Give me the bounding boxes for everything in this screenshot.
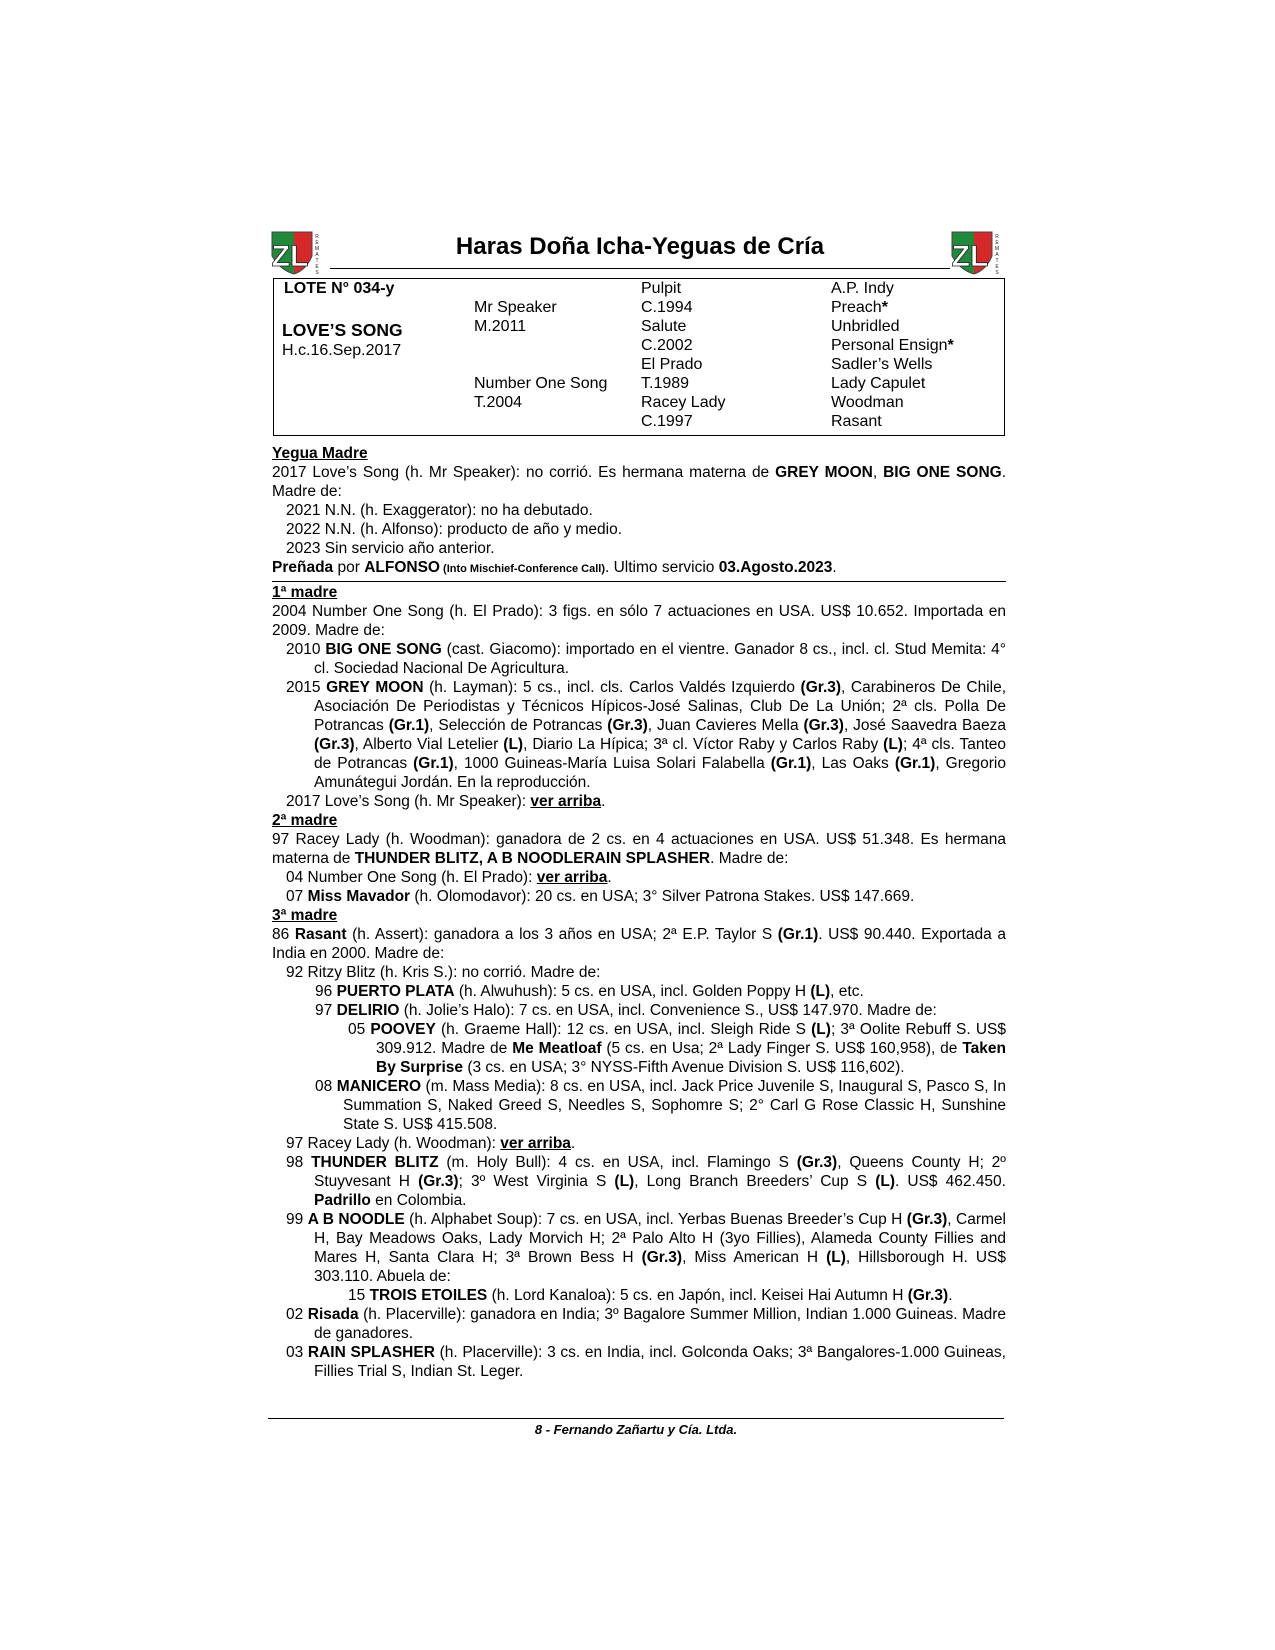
paragraph: 86 Rasant (h. Assert): ganadora a los 3 años en USA; 2ª E.P. Taylor S (Gr.1). US$ 90.440. Exportada a India en 2000. Madre de: — [272, 926, 1006, 962]
svg-text:A: A — [315, 252, 319, 258]
paragraph: 97 Racey Lady (h. Woodman): ganadora de 2 cs. en 4 actuaciones en USA. US$ 51.348. Es hermana materna de THUNDER BLITZ, A B NOODLERAIN SPLASHER. Madre de: — [272, 831, 1006, 867]
footer-rule — [268, 1418, 1004, 1419]
page-title: Haras Doña Icha-Yeguas de Cría — [455, 233, 825, 260]
offspring-entry: 97 Racey Lady (h. Woodman): ver arriba. — [286, 1135, 576, 1152]
section-heading: 3ª madre — [272, 907, 338, 924]
grandparent-info: T.1989 — [641, 375, 690, 392]
grandparent-name: Pulpit — [641, 280, 682, 297]
offspring-entry: 2010 BIG ONE SONG (cast. Giacomo): importado en el vientre. Ganador 8 cs., incl. cl. Stud Memita: 4° cl. Sociedad Nacional De Agricultura. — [286, 641, 1006, 677]
offspring-entry: 08 MANICERO (m. Mass Media): 8 cs. en USA, incl. Jack Price Juvenile S, Inaugural S, Pasco S, In Summation S, Naked Greed S, Needles S, Sophomre S; 2° Carl G Rose Classic H, Sunshine State S. US$ 415.508. — [315, 1078, 1006, 1133]
svg-text:A: A — [995, 252, 999, 258]
svg-text:S: S — [315, 270, 319, 276]
sire-info: M.2011 — [474, 318, 527, 335]
svg-text:ZL: ZL — [271, 240, 309, 273]
offspring-entry: 2015 GREY MOON (h. Layman): 5 cs., incl. cls. Carlos Valdés Izquierdo (Gr.3), Carabineros De Chile, Asociación De Periodistas y Técnicos Hípicos-José Salinas, Club De La Unión; 2ª cls. Polla De Potrancas (Gr.1), Selección de Potrancas (Gr.3), Juan Cavieres Mella (Gr.3), José Saavedra Baeza (Gr.3), Alberto Vial Letelier (L), Diario La Hípica; 3ª cl. Víctor Raby y Carlos Raby (L); 4ª cls. Tanteo de Potrancas (Gr.1), 1000 Guineas-María Luisa Solari Falabella (Gr.1), Las Oaks (Gr.1), Gregorio Amunátegui Jordán. En la reproducción. — [286, 679, 1006, 791]
great-grandparent: Woodman — [831, 394, 904, 411]
offspring-entry: 2022 N.N. (h. Alfonso): producto de año y medio. — [286, 521, 623, 538]
pedigree-table — [273, 278, 1005, 436]
svg-text:E: E — [315, 240, 319, 246]
see-above-link: ver arriba — [530, 793, 602, 810]
svg-text:E: E — [315, 264, 319, 270]
grandparent-info: C.1997 — [641, 413, 693, 430]
offspring-entry: 05 POOVEY (h. Graeme Hall): 12 cs. en USA, incl. Sleigh Ride S (L); 3ª Oolite Rebuff S. US$ 309.912. Madre de Me Meatloaf (5 cs. en Usa; 2ª Lady Finger S. US$ 160,958), de Taken By Surprise (3 cs. en USA; 3° NYSS-Fifth Avenue Division S. US$ 116,602). — [348, 1021, 1006, 1076]
offspring-entry: 04 Number One Song (h. El Prado): ver arriba. — [286, 869, 612, 886]
page-footer: 8 - Fernando Zañartu y Cía. Ltda. — [534, 1422, 738, 1437]
grandparent-name: Racey Lady — [641, 394, 726, 411]
offspring-entry: 02 Risada (h. Placerville): ganadora en India; 3º Bagalore Summer Million, Indian 1.000 Guineas. Madre de ganadores. — [286, 1306, 1006, 1342]
zl-remates-logo — [948, 226, 1004, 276]
svg-text:M: M — [994, 246, 1000, 252]
offspring-entry: 98 THUNDER BLITZ (m. Holy Bull): 4 cs. en USA, incl. Flamingo S (Gr.3), Queens County H; 2º Stuyvesant H (Gr.3); 3º West Virginia S (L), Long Branch Breeders’ Cup S (L). US$ 462.450. Padrillo en Colombia. — [286, 1154, 1006, 1209]
grandparent-name: Salute — [641, 318, 687, 335]
svg-text:ZL: ZL — [951, 240, 989, 273]
sire-name: Mr Speaker — [474, 299, 557, 316]
star-mark: * — [881, 299, 888, 316]
grandparent-info: C.2002 — [641, 337, 693, 354]
paragraph: 2004 Number One Song (h. El Prado): 3 figs. en sólo 7 actuaciones en USA. US$ 10.652. Importada en 2009. Madre de: — [272, 603, 1006, 639]
svg-text:R: R — [995, 234, 999, 240]
svg-text:R: R — [315, 234, 319, 240]
great-grandparent: Rasant — [831, 413, 882, 430]
grandparent-name: El Prado — [641, 356, 703, 373]
offspring-entry: 2021 N.N. (h. Exaggerator): no ha debutado. — [286, 502, 593, 519]
offspring-entry: 92 Ritzy Blitz (h. Kris S.): no corrió. Madre de: — [286, 964, 601, 981]
offspring-entry: 99 A B NOODLE (h. Alphabet Soup): 7 cs. en USA, incl. Yerbas Buenas Breeder’s Cup H (Gr.3), Carmel H, Bay Meadows Oaks, Lady Morvich H; 2ª Palo Alto H (3yo Fillies), Alameda County Fillies and Mares H, Santa Clara H; 3ª Brown Bess H (Gr.3), Miss American H (L), Hillsborough H. US$ 303.110. Abuela de: — [286, 1211, 1006, 1285]
dam-name: Number One Song — [474, 375, 608, 392]
section-heading: 2ª madre — [272, 812, 338, 829]
section-heading: 1ª madre — [272, 584, 338, 601]
catalog-text — [272, 444, 1006, 1381]
star-mark: * — [947, 337, 954, 354]
svg-text:E: E — [995, 240, 999, 246]
offspring-entry: 96 PUERTO PLATA (h. Alwuhush): 5 cs. en USA, incl. Golden Poppy H (L), etc. — [315, 983, 864, 1000]
title-rule — [330, 268, 950, 269]
horse-info: H.c.16.Sep.2017 — [282, 342, 402, 359]
dam-info: T.2004 — [474, 394, 523, 411]
offspring-entry: 97 DELIRIO (h. Jolie’s Halo): 7 cs. en USA, incl. Convenience S., US$ 147.970. Madre de: — [315, 1002, 937, 1019]
great-grandparent: Sadler’s Wells — [831, 356, 933, 373]
svg-text:M: M — [314, 246, 320, 252]
pregnancy-note: Preñada por ALFONSO (Into Mischief-Conference Call). Ultimo servicio 03.Agosto.2023. — [272, 559, 837, 576]
offspring-entry: 15 TROIS ETOILES (h. Lord Kanaloa): 5 cs. en Japón, incl. Keisei Hai Autumn H (Gr.3). — [348, 1287, 953, 1304]
great-grandparent: Preach* — [831, 299, 888, 316]
paragraph: 2017 Love’s Song (h. Mr Speaker): no corrió. Es hermana materna de GREY MOON, BIG ONE SONG. Madre de: — [272, 464, 1007, 500]
offspring-entry: 2017 Love’s Song (h. Mr Speaker): ver arriba. — [286, 793, 606, 810]
svg-text:T: T — [315, 258, 319, 264]
horse-name: LOVE’S SONG — [282, 320, 403, 340]
great-grandparent: Unbridled — [831, 318, 900, 335]
svg-text:T: T — [995, 258, 999, 264]
svg-text:S: S — [995, 270, 999, 276]
see-above-link: ver arriba — [536, 869, 608, 886]
offspring-entry: 2023 Sin servicio año anterior. — [286, 540, 495, 557]
see-above-link: ver arriba — [500, 1135, 571, 1152]
offspring-entry: 07 Miss Mavador (h. Olomodavor): 20 cs. en USA; 3° Silver Patrona Stakes. US$ 147.669. — [286, 888, 915, 905]
great-grandparent: A.P. Indy — [831, 280, 894, 297]
great-grandparent: Lady Capulet — [831, 375, 926, 392]
section-divider — [272, 581, 1006, 582]
zl-remates-logo — [268, 226, 324, 276]
svg-text:E: E — [995, 264, 999, 270]
offspring-entry: 03 RAIN SPLASHER (h. Placerville): 3 cs. en India, incl. Golconda Oaks; 3ª Bangalores-1.000 Guineas, Fillies Trial S, Indian St. Leger. — [286, 1344, 1006, 1380]
section-heading: Yegua Madre — [272, 445, 368, 462]
lot-number: LOTE N° 034-y — [284, 280, 395, 297]
grandparent-info: C.1994 — [641, 299, 693, 316]
great-grandparent: Personal Ensign* — [831, 337, 954, 354]
